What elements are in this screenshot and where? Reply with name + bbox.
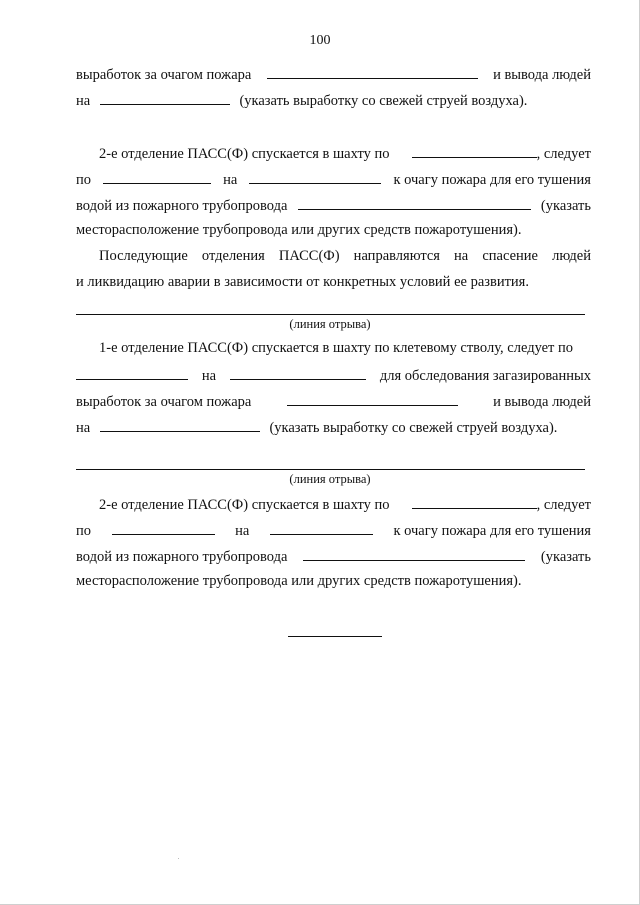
text: выработок за очагом пожара [76,394,252,410]
text: по [76,523,92,539]
text: и вывода людей [493,394,591,410]
fill-blank [287,392,458,406]
block1-line2 [76,91,591,113]
text: (указать выработку со свежей струей воздуха). [239,93,528,109]
block5-line2 [76,521,591,543]
block5-line1 [76,495,591,517]
text: 2-е отделение ПАСС(Ф) спускается в шахту по [99,497,390,513]
block4-line3 [76,392,591,414]
text: (указать [540,198,591,214]
block2-line3 [76,196,591,218]
fill-blank [270,521,373,535]
block3-line1: Последующие отделения ПАСС(Ф) направляются на спасение людей [99,248,591,264]
page-number: 100 [309,33,331,48]
text: на [235,523,250,539]
block5-line4: месторасположение трубопровода или других средств пожаротушения). [76,573,522,589]
block2-line4: месторасположение трубопровода или других средств пожаротушения). [76,222,522,238]
text: к очагу пожара для его тушения [393,523,591,539]
block1-line1 [76,65,591,87]
tear-line-1 [76,314,585,315]
text: 2-е отделение ПАСС(Ф) спускается в шахту по [99,146,390,162]
fill-blank [76,366,188,380]
block2-line1 [76,144,591,166]
fill-blank [100,91,230,105]
text: выработок за очагом пожара [76,67,252,83]
tear-line-caption-1: (линия отрыва) [289,317,371,331]
text: , следует [536,497,591,513]
block2-line2 [76,170,591,192]
fill-blank [303,547,525,561]
fill-blank [412,144,537,158]
fill-blank [412,495,537,509]
block4-line4 [76,418,591,440]
text: по [76,172,92,188]
scan-speck [178,858,179,859]
text: водой из пожарного трубопровода [76,549,288,565]
text: на [223,172,238,188]
block4-line1: 1-е отделение ПАСС(Ф) спускается в шахту по клетевому стволу, следует по [99,340,574,356]
tear-line-2 [76,469,585,470]
text: на [76,420,91,436]
text: к очагу пожара для его тушения [393,172,591,188]
fill-blank [100,418,260,432]
text: на [201,368,217,384]
text: , следует [536,146,591,162]
fill-blank [267,65,478,79]
fill-blank [230,366,366,380]
block3-line2: и ликвидацию аварии в зависимости от конкретных условий ее развития. [76,274,529,290]
end-rule [288,636,382,637]
fill-blank [103,170,211,184]
tear-line-caption-2: (линия отрыва) [289,472,371,486]
text: для обследования загазированных [379,368,591,384]
text: водой из пожарного трубопровода [76,198,288,214]
block4-line2 [76,366,591,388]
fill-blank [298,196,531,210]
fill-blank [249,170,381,184]
text: на [76,93,91,109]
text: (указать выработку со свежей струей воздуха). [269,420,558,436]
block5-line3 [76,547,591,569]
fill-blank [112,521,215,535]
text: и вывода людей [493,67,591,83]
text: (указать [540,549,591,565]
